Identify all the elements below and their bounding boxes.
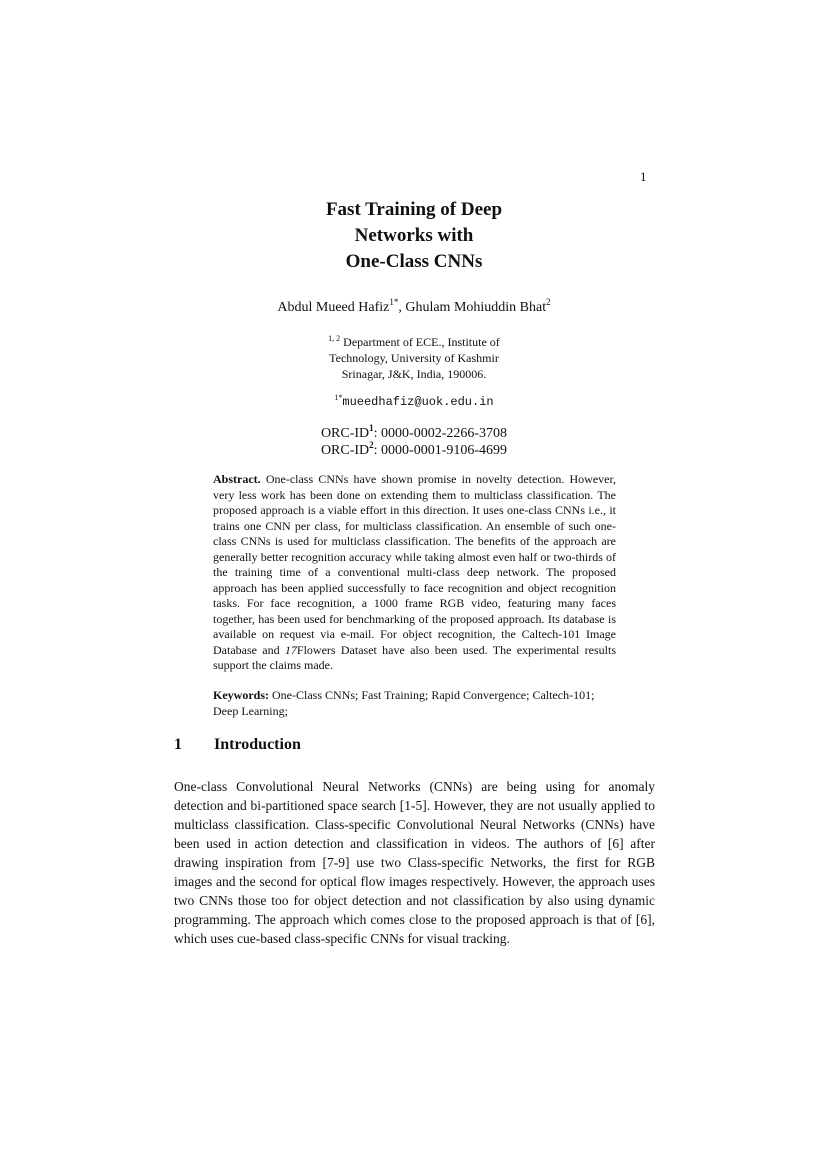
orcid-2-prefix: ORC-ID	[320, 443, 370, 458]
email-line	[0, 395, 828, 409]
orcid-line-1	[0, 425, 828, 442]
author-separator: ,	[398, 300, 406, 315]
author-2-superscript: 2	[546, 297, 551, 307]
author-2-name: Ghulam Mohiuddin Bhat	[405, 300, 547, 315]
abstract	[213, 472, 616, 674]
section-title: Introduction	[214, 736, 301, 753]
keywords	[213, 688, 616, 719]
title-line-2: Networks with	[354, 225, 474, 246]
title-line-1: Fast Training of Deep	[325, 199, 503, 220]
keywords-text: One-Class CNNs; Fast Training; Rapid Convergence; Caltech-101; Deep Learning;	[213, 688, 595, 718]
intro-paragraph: One-class Convolutional Neural Networks (CNNs) are being using for anomaly detection and bi-partitioned space search [1-5]. However, they are not usually applied to multiclass classification. Class-specific Convolutional Neural Networks (CNNs) have been used in action detection and classification in videos. The authors of [6] after drawing inspiration from [7-9] use two Class-specific Networks, the first for RGB images and the second for optical flow images respectively. However, the approach uses two CNNs those too for object detection and not classification by also using dynamic programming. The approach which comes close to the proposed approach is that of [6], which uses cue-based class-specific CNNs for visual tracking.	[174, 779, 655, 946]
orcid-line-2	[0, 442, 828, 459]
email-superscript: 1*	[334, 393, 343, 402]
orcid-1-superscript: 1	[369, 423, 374, 433]
orcid-1-prefix: ORC-ID	[320, 426, 370, 441]
abstract-text-1: One-class CNNs have shown promise in novelty detection. However, very less work has been done on extending them to multiclass classification. The proposed approach is a viable effort in this direction. It uses one-class CNNs i.e., it trains one CNN per class, for multiclass classification. An ensemble of such one-class CNNs is used for multiclass classification. The benefits of the approach are generally better recognition accuracy while taking almost even half or two-thirds of the training time of a conventional multi-class deep network. The proposed approach has been applied successfully to face recognition and object recognition tasks. For face recognition, a 1000 frame RGB video, featuring many faces together, has been used for benchmarking of the proposed approach. Its database is available on request via e-mail. For object recognition, the Caltech-101 Image Database and	[213, 472, 616, 657]
abstract-italic: 17	[284, 642, 297, 657]
abstract-text-2: Flowers Dataset have also been used. The experimental results support the claims made.	[213, 642, 616, 672]
abstract-label: Abstract.	[213, 472, 261, 486]
affiliation-line-1: Department of ECE., Institute of	[340, 335, 500, 349]
affiliation	[0, 334, 828, 382]
paper-title	[0, 197, 828, 275]
orcid-block	[0, 425, 828, 459]
page-number: 1	[640, 169, 647, 184]
orcid-1-value: : 0000-0002-2266-3708	[373, 426, 508, 441]
affiliation-superscript: 1, 2	[328, 334, 341, 343]
author-1-superscript: 1*	[389, 297, 399, 307]
affiliation-line-3: Srinagar, J&K, India, 190006.	[341, 367, 487, 381]
author-1-name: Abdul Mueed Hafiz	[277, 300, 390, 315]
email-address[interactable]: mueedhafiz@uok.edu.in	[342, 395, 494, 409]
keywords-label: Keywords:	[213, 688, 269, 702]
author-list	[0, 297, 828, 316]
affiliation-line-2: Technology, University of Kashmir	[329, 351, 499, 365]
section-heading	[174, 736, 301, 754]
section-number: 1	[174, 736, 182, 753]
orcid-2-superscript: 2	[369, 440, 374, 450]
title-line-3: One-Class CNNs	[345, 251, 483, 272]
orcid-2-value: : 0000-0001-9106-4699	[373, 443, 508, 458]
